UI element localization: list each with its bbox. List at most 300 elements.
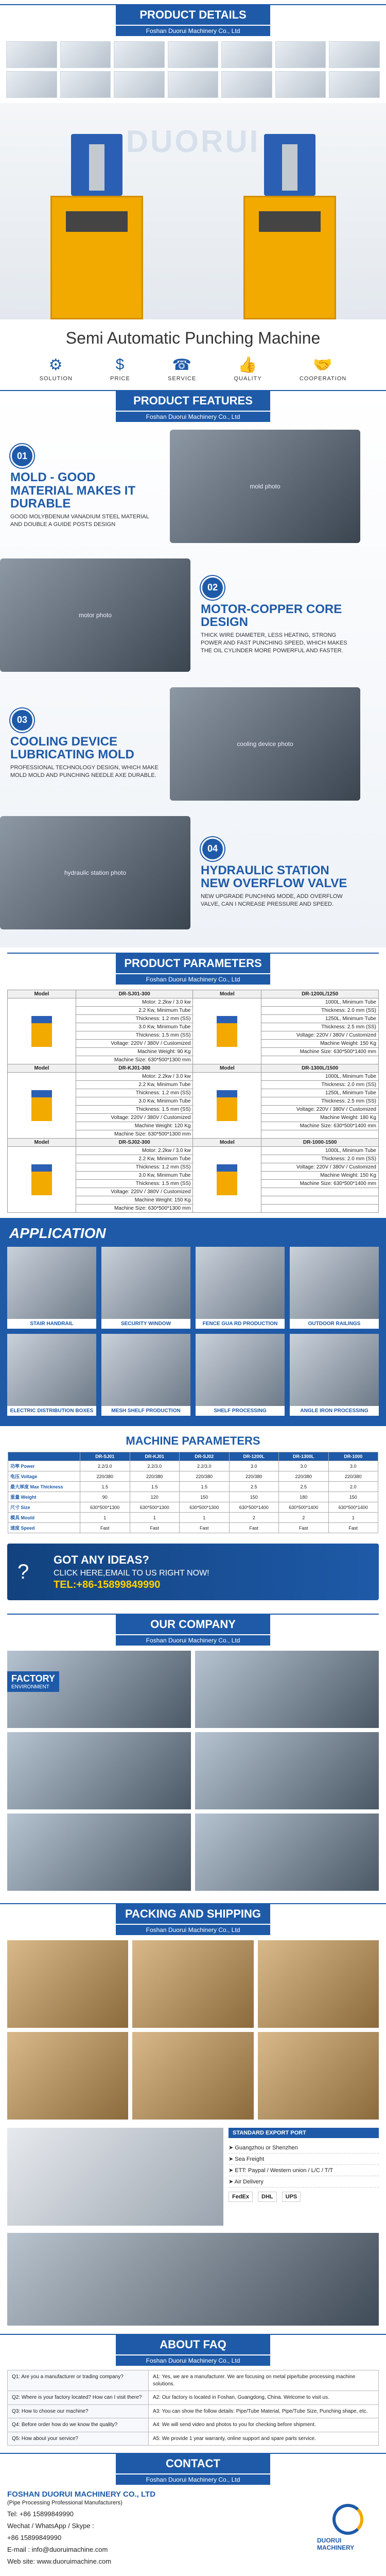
features-section <box>0 390 386 947</box>
mp-cell: 2.5 <box>279 1482 329 1492</box>
feature-row <box>0 422 386 551</box>
param-value <box>261 1056 379 1064</box>
param-value: Machine Size: 630*500*1300 mm <box>76 1130 193 1139</box>
handshake-icon: 🤝 <box>313 357 333 374</box>
param-row <box>8 1073 379 1081</box>
product-details-section <box>0 0 386 390</box>
thumbnail-grid <box>0 36 386 103</box>
param-value <box>261 1130 379 1139</box>
value-item <box>234 356 261 382</box>
machine-mini-icon <box>217 1016 237 1047</box>
application-photo <box>290 1334 379 1406</box>
param-value: Motor: 2.2kw / 3.0 kw <box>76 1073 193 1081</box>
feature-row <box>0 680 386 808</box>
mp-cell: 2 <box>229 1513 279 1523</box>
machine-thumbnail <box>193 1073 261 1139</box>
mp-row-label: 电压 Voltage <box>8 1471 80 1482</box>
param-value: Thickness: 1.5 mm (SS) <box>76 1031 193 1040</box>
carrier-logo: UPS <box>282 2192 301 2202</box>
param-value: Thickness: 1.2 mm (SS) <box>76 1015 193 1023</box>
banner-headline: GOT ANY IDEAS? <box>54 1553 149 1566</box>
model-label: Model <box>193 990 261 998</box>
param-value: Voltage: 220V / 380V / Customized <box>261 1031 379 1040</box>
model-name: DR-1000-1500 <box>261 1139 379 1147</box>
mp-row <box>8 1513 378 1523</box>
model-label: Model <box>193 1064 261 1073</box>
param-value: Thickness: 1.2 mm (SS) <box>76 1089 193 1097</box>
application-label: FENCE GUA RD PRODUCTION <box>196 1319 285 1329</box>
param-value: Motor: 2.2kw / 3.0 kw <box>76 998 193 1007</box>
contact-email[interactable]: E-mail : info@duoruimachine.com <box>7 2546 108 2553</box>
contact-section <box>0 2453 386 2565</box>
machine-right <box>233 134 346 319</box>
model-name: DR-SJ01-300 <box>76 990 193 998</box>
model-name: DR-KJ01-300 <box>76 1064 193 1073</box>
logo-name: DUORUI MACHINERY <box>317 2537 355 2551</box>
application-section <box>0 1218 386 1426</box>
contact-tel[interactable]: Tel: +86 15899849990 <box>7 2510 74 2518</box>
contact-title: CONTACT <box>116 2454 270 2473</box>
application-label: ANGLE IRON PROCESSING <box>290 1406 379 1416</box>
machine-mini-icon <box>31 1090 52 1121</box>
faq-table <box>7 2370 379 2446</box>
mp-cell: 220/380 <box>80 1471 130 1482</box>
mp-header-cell: DR-SJ01 <box>80 1452 130 1461</box>
faq-row <box>8 2418 379 2432</box>
application-label: MESH SHELF PRODUCTION <box>101 1406 190 1416</box>
param-header-row <box>8 1139 379 1147</box>
param-value: Machine Size: 630*500*1300 mm <box>76 1205 193 1213</box>
product-details-subtitle: Foshan Duorui Machinery Co., Ltd <box>116 26 270 36</box>
feature-photo: hydraulic station photo <box>0 816 190 929</box>
param-value: 1250L, Minimum Tube <box>261 1015 379 1023</box>
value-label: SOLUTION <box>39 376 73 382</box>
param-value: 3.0 Kw, Minimum Tube <box>76 1023 193 1031</box>
packing-photo <box>258 1940 379 2028</box>
param-value: Machine Weight: 120 Kg <box>76 1122 193 1130</box>
shipping-step: ➤ Sea Freight <box>229 2154 379 2165</box>
hero-title: Semi Automatic Punching Machine <box>65 329 321 347</box>
application-item <box>196 1334 285 1416</box>
mp-cell: 3.0 <box>328 1461 378 1471</box>
feature-description: THICK WIRE DIAMETER, LESS HEATING, STRONG POWER AND FAST PUNCHING SPEED, WHICH MAKES THE OIL CYLINDER MORE POWERFUL AND FASTER. <box>201 632 347 654</box>
product-details-title: PRODUCT DETAILS <box>116 5 270 25</box>
param-row <box>8 998 379 1007</box>
mp-cell: Fast <box>279 1523 329 1533</box>
packing-title: PACKING AND SHIPPING <box>116 1904 270 1924</box>
application-item <box>7 1247 96 1329</box>
mp-cell: 2.5 <box>229 1482 279 1492</box>
mp-row <box>8 1492 378 1502</box>
truck-photo <box>7 2128 223 2226</box>
feature-description: PROFESSIONAL TECHNOLOGY DESIGN, WHICH MAKE MOLD MOLD AND PUNCHING NEEDLE AXE DURABLE. <box>10 765 159 779</box>
application-label: STAIR HANDRAIL <box>7 1319 96 1329</box>
value-item <box>300 356 346 382</box>
value-label: COOPERATION <box>299 376 347 382</box>
factory-photo <box>195 1651 379 1728</box>
feature-heading: COOLING DEVICE LUBRICATING MOLD <box>10 734 134 762</box>
service-icon: ☎ <box>172 357 192 374</box>
mp-header-cell: DR-1300L <box>279 1452 329 1461</box>
mp-row-label: 重量 Weight <box>8 1492 80 1502</box>
packing-photo <box>258 2032 379 2120</box>
param-value: Machine Size: 630*500*1400 mm <box>261 1048 379 1056</box>
banner-email-link[interactable]: CLICK HERE,EMAIL TO US RIGHT NOW! <box>54 1568 209 1578</box>
factory-photo <box>195 1732 379 1809</box>
model-name: DR-SJ02-300 <box>76 1139 193 1147</box>
application-item <box>101 1247 190 1329</box>
application-photo <box>290 1247 379 1319</box>
feature-heading: MOTOR-COPPER CORE DESIGN <box>201 602 342 629</box>
feature-text <box>190 576 360 655</box>
mp-row <box>8 1461 378 1471</box>
param-row <box>8 1147 379 1155</box>
mp-cell: 220/380 <box>279 1471 329 1482</box>
feature-row <box>0 808 386 937</box>
mp-cell: 630*500*1400 <box>328 1502 378 1513</box>
machine-thumbnail <box>8 1073 76 1139</box>
product-thumbnail <box>168 41 219 68</box>
mp-cell: 630*500*1400 <box>279 1502 329 1513</box>
param-value: 3.0 Kw, Minimum Tube <box>76 1172 193 1180</box>
value-label: PRICE <box>110 376 130 382</box>
param-value <box>261 1196 379 1205</box>
mp-cell: 2.2/3.0 <box>130 1461 180 1471</box>
packing-section <box>0 1903 386 2326</box>
param-value: Machine Size: 630*500*1400 mm <box>261 1180 379 1188</box>
product-thumbnail <box>60 41 111 68</box>
mp-row-label: 最大厚度 Max Thickness <box>8 1482 80 1492</box>
thumb-icon: 👍 <box>238 357 258 374</box>
mp-header-row <box>8 1452 378 1461</box>
application-item <box>290 1334 379 1416</box>
model-name: DR-1300L/1500 <box>261 1064 379 1073</box>
mp-row <box>8 1502 378 1513</box>
contact-wechat-number[interactable]: +86 15899849990 <box>7 2534 62 2541</box>
faq-answer: A5: We provide 1 year warranty, online support and spare parts service. <box>148 2432 378 2446</box>
packing-photos <box>0 1935 386 2125</box>
model-label: Model <box>193 1139 261 1147</box>
feature-text <box>0 708 170 779</box>
faq-title: ABOUT FAQ <box>116 2335 270 2354</box>
value-label: QUALITY <box>234 376 262 382</box>
param-value: 1000L, Minimum Tube <box>261 1073 379 1081</box>
features-title: PRODUCT FEATURES <box>116 391 270 411</box>
company-section <box>0 1611 386 1894</box>
mp-cell: 220/380 <box>229 1471 279 1482</box>
machine-left <box>40 134 153 319</box>
parameters-section <box>0 947 386 1218</box>
shipping-step: ➤ Air Delivery <box>229 2176 379 2188</box>
company-tagline: (Pipe Processing Professional Manufacturers) <box>7 2500 122 2506</box>
param-value: Machine Weight: 150 Kg <box>261 1040 379 1048</box>
application-photo <box>196 1334 285 1406</box>
mp-cell: 2.0 <box>328 1482 378 1492</box>
param-value: 1000L, Minimum Tube <box>261 1147 379 1155</box>
param-value <box>261 1188 379 1196</box>
mp-cell: 3.0 <box>229 1461 279 1471</box>
banner-phone: TEL:+86-15899849990 <box>54 1579 161 1590</box>
product-thumbnail <box>221 71 272 98</box>
features-list <box>0 422 386 937</box>
contact-wechat-label: Wechat / WhatsApp / Skype : <box>7 2522 94 2530</box>
product-thumbnail <box>329 41 380 68</box>
company-title: OUR COMPANY <box>116 1615 270 1634</box>
param-value: Machine Size: 630*500*1300 mm <box>76 1056 193 1064</box>
application-item <box>290 1247 379 1329</box>
value-item <box>168 356 196 382</box>
param-value: Thickness: 1.5 mm (SS) <box>76 1106 193 1114</box>
mp-cell: 1 <box>80 1513 130 1523</box>
model-label: Model <box>8 1064 76 1073</box>
application-item <box>7 1334 96 1416</box>
param-value: Thickness: 2.0 mm (SS) <box>261 1081 379 1089</box>
parameters-subtitle: Foshan Duorui Machinery Co., Ltd <box>116 974 270 985</box>
feature-heading: HYDRAULIC STATION NEW OVERFLOW VALVE <box>201 863 347 891</box>
mp-row-label: 模具 Mould <box>8 1513 80 1523</box>
application-item <box>196 1247 285 1329</box>
faq-subtitle: Foshan Duorui Machinery Co., Ltd <box>116 2355 270 2366</box>
mp-cell: 120 <box>130 1492 180 1502</box>
mp-cell: Fast <box>130 1523 180 1533</box>
product-thumbnail <box>114 41 165 68</box>
mp-cell: Fast <box>80 1523 130 1533</box>
machine-thumbnail <box>193 1147 261 1213</box>
mp-cell: 2.2/3.0 <box>180 1461 230 1471</box>
param-value: 2.2 Kw, Minimum Tube <box>76 1155 193 1163</box>
application-photo <box>196 1247 285 1319</box>
mp-header-cell: DR-1200L <box>229 1452 279 1461</box>
machine-mini-icon <box>31 1164 52 1195</box>
mp-cell: 150 <box>328 1492 378 1502</box>
value-icons <box>0 353 386 390</box>
feature-row <box>0 551 386 680</box>
param-value: Thickness: 2.0 mm (SS) <box>261 1007 379 1015</box>
feature-number: 02 <box>201 576 224 600</box>
mp-row-label: 速度 Speed <box>8 1523 80 1533</box>
feature-photo: motor photo <box>0 558 190 672</box>
parameters-table <box>7 990 379 1213</box>
mp-cell: 1 <box>328 1513 378 1523</box>
packing-photo <box>7 1940 128 2028</box>
faq-question: Q2: Where is your factory located? How can I visit there? <box>8 2391 149 2405</box>
feature-description: NEW UPGRADE PUNCHING MODE, ADD OVERFLOW VALVE, CAN I NCREASE PRESSURE AND SPEED. <box>201 893 343 908</box>
product-thumbnail <box>60 71 111 98</box>
param-value: Voltage: 220V / 380V / Customized <box>261 1106 379 1114</box>
mp-cell: 150 <box>229 1492 279 1502</box>
mp-cell: 220/380 <box>130 1471 180 1482</box>
application-photo <box>101 1247 190 1319</box>
mp-row <box>8 1482 378 1492</box>
model-label: Model <box>8 990 76 998</box>
param-value: Thickness: 1.5 mm (SS) <box>76 1180 193 1188</box>
model-label: Model <box>8 1139 76 1147</box>
value-item <box>110 356 130 382</box>
mp-cell: Fast <box>180 1523 230 1533</box>
application-photo <box>101 1334 190 1406</box>
machine-thumbnail <box>8 998 76 1064</box>
mp-header-cell: DR-1000 <box>328 1452 378 1461</box>
carrier-logos <box>229 2192 379 2202</box>
company-subtitle: Foshan Duorui Machinery Co., Ltd <box>116 1635 270 1646</box>
mp-cell: 630*500*1300 <box>180 1502 230 1513</box>
param-value: 2.2 Kw, Minimum Tube <box>76 1007 193 1015</box>
shipping-info <box>0 2125 386 2229</box>
mp-cell: 150 <box>180 1492 230 1502</box>
application-label: ELECTRIC DISTRIBUTION BOXES <box>7 1406 96 1416</box>
faq-answer: A1: Yes, we are a manufacturer. We are focusing on metal pipe/tube processing machine solutions. <box>148 2370 378 2391</box>
carrier-logo: FedEx <box>229 2192 253 2202</box>
logo-mark-icon <box>332 2504 363 2535</box>
mp-cell: 630*500*1300 <box>80 1502 130 1513</box>
param-value: Thickness: 2.0 mm (SS) <box>261 1155 379 1163</box>
faq-question: Q1: Are you a manufacturer or trading company? <box>8 2370 149 2391</box>
param-value: Machine Weight: 90 Kg <box>76 1048 193 1056</box>
param-header-row <box>8 1064 379 1073</box>
machine-parameters-title: MACHINE PARAMETERS <box>126 1434 260 1447</box>
product-thumbnail <box>275 41 326 68</box>
product-thumbnail <box>275 71 326 98</box>
product-thumbnail <box>221 41 272 68</box>
mp-header-cell: DR-SJ02 <box>180 1452 230 1461</box>
factory-photo <box>7 1814 191 1891</box>
application-label: SECURITY WINDOW <box>101 1319 190 1329</box>
mp-row <box>8 1523 378 1533</box>
value-label: SERVICE <box>168 376 197 382</box>
mp-cell: 1.5 <box>80 1482 130 1492</box>
product-thumbnail <box>168 71 219 98</box>
param-value: Voltage: 220V / 380V / Customized <box>261 1163 379 1172</box>
feature-photo: mold photo <box>170 430 360 543</box>
mp-cell: 1 <box>180 1513 230 1523</box>
company-photos <box>7 1651 379 1891</box>
application-photo <box>7 1247 96 1319</box>
faq-answer: A3: You can show the follow details: Pipe/Tube Material, Pipe/Tube Size, Punching shape, etc. <box>148 2404 378 2418</box>
machine-parameters-table <box>8 1452 378 1533</box>
mp-row-label: 功率 Power <box>8 1461 80 1471</box>
packing-photo <box>132 1940 253 2028</box>
parameters-title: PRODUCT PARAMETERS <box>116 954 270 973</box>
container-photo <box>7 2233 379 2326</box>
contact-website[interactable]: Web site: www.duoruimachine.com <box>7 2557 112 2565</box>
product-thumbnail <box>6 41 57 68</box>
mp-cell: 220/380 <box>328 1471 378 1482</box>
watermark: DUORUI <box>126 124 260 159</box>
param-value: 2.2 Kw, Minimum Tube <box>76 1081 193 1089</box>
param-value: Motor: 2.2kw / 3.0 kw <box>76 1147 193 1155</box>
machine-mini-icon <box>217 1090 237 1121</box>
mp-cell: 2 <box>279 1513 329 1523</box>
faq-answer: A4: We will send video and photos to you for checking before shipment. <box>148 2418 378 2432</box>
factory-photo <box>7 1732 191 1809</box>
feature-photo: cooling device photo <box>170 687 360 801</box>
mp-cell: 630*500*1300 <box>130 1502 180 1513</box>
faq-row <box>8 2404 379 2418</box>
faq-answer: A2: Our factory is located in Foshan, Guangdong, China. Welcome to visit us. <box>148 2391 378 2405</box>
application-title: APPLICATION <box>9 1225 106 1241</box>
feature-number: 04 <box>201 837 224 861</box>
shipping-step: ➤ Guangzhou or Shenzhen <box>229 2142 379 2154</box>
company-name: FOSHAN DUORUI MACHINERY CO., LTD <box>7 2490 156 2499</box>
mp-header-cell <box>8 1452 80 1461</box>
param-value: 1000L, Minimum Tube <box>261 998 379 1007</box>
param-value: 1250L, Minimum Tube <box>261 1089 379 1097</box>
faq-question: Q4: Before order how do we know the quality? <box>8 2418 149 2432</box>
mp-cell: 180 <box>279 1492 329 1502</box>
factory-tag: FACTORY <box>11 1673 56 1684</box>
model-name: DR-1200L/1250 <box>261 990 379 998</box>
param-value: Voltage: 220V / 380V / Customized <box>76 1114 193 1122</box>
mp-cell: 1.5 <box>180 1482 230 1492</box>
feature-description: GOOD MOLYBDENUM VANADIUM STEEL MATERIAL AND DOUBLE A GUIDE POSTS DESIGN <box>10 513 149 528</box>
contact-subtitle: Foshan Duorui Machinery Co., Ltd <box>116 2475 270 2485</box>
faq-row <box>8 2370 379 2391</box>
feature-text <box>190 837 360 908</box>
machine-thumbnail <box>193 998 261 1064</box>
packing-subtitle: Foshan Duorui Machinery Co., Ltd <box>116 1925 270 1935</box>
contact-banner[interactable] <box>7 1544 379 1600</box>
param-value: Voltage: 220V / 380V / Customized <box>76 1040 193 1048</box>
param-value: 3.0 Kw, Minimum Tube <box>76 1097 193 1106</box>
factory-photo <box>7 1651 191 1728</box>
param-value: Voltage: 220V / 380V / Customized <box>76 1188 193 1196</box>
mp-cell: Fast <box>229 1523 279 1533</box>
feature-number: 03 <box>10 708 34 732</box>
application-label: SHELF PROCESSING <box>196 1406 285 1416</box>
mp-cell: 1.5 <box>130 1482 180 1492</box>
application-grid <box>0 1247 386 1416</box>
param-value: Machine Weight: 150 Kg <box>76 1196 193 1205</box>
machines-hero-photo <box>0 103 386 319</box>
packing-photo <box>132 2032 253 2120</box>
packing-photo <box>7 2032 128 2120</box>
product-thumbnail <box>6 71 57 98</box>
mp-cell: 630*500*1400 <box>229 1502 279 1513</box>
faq-question: Q3: How to choose our machine? <box>8 2404 149 2418</box>
faq-row <box>8 2432 379 2446</box>
carrier-logo: DHL <box>258 2192 277 2202</box>
application-item <box>101 1334 190 1416</box>
shipping-steps <box>229 2142 379 2188</box>
mp-cell: 1 <box>130 1513 180 1523</box>
mp-cell: 90 <box>80 1492 130 1502</box>
machine-thumbnail <box>8 1147 76 1213</box>
faq-section <box>0 2334 386 2446</box>
mp-header-cell: DR-KJ01 <box>130 1452 180 1461</box>
application-photo <box>7 1334 96 1406</box>
features-subtitle: Foshan Duorui Machinery Co., Ltd <box>116 412 270 422</box>
mp-cell: 3.0 <box>279 1461 329 1471</box>
machine-mini-icon <box>217 1164 237 1195</box>
feature-text <box>0 444 170 528</box>
factory-tag-sub: ENVIRONMENT <box>11 1684 49 1690</box>
question-icon: ? <box>17 1560 29 1583</box>
factory-photo <box>195 1814 379 1891</box>
faq-row <box>8 2391 379 2405</box>
application-label: OUTDOOR RAILINGS <box>290 1319 379 1329</box>
product-thumbnail <box>114 71 165 98</box>
shipping-bar: STANDARD EXPORT PORT <box>229 2128 379 2138</box>
feature-heading: MOLD - GOOD MATERIAL MAKES IT DURABLE <box>10 470 136 511</box>
company-logo <box>317 2499 379 2556</box>
param-value: Machine Weight: 150 Kg <box>261 1172 379 1180</box>
shipping-step: ➤ ETT: Paypal / Western union / L/C / T/T <box>229 2165 379 2176</box>
param-value: Machine Weight: 180 Kg <box>261 1114 379 1122</box>
dollar-icon: $ <box>115 356 125 373</box>
param-value: Thickness: 2.5 mm (SS) <box>261 1023 379 1031</box>
mp-cell: 220/380 <box>180 1471 230 1482</box>
faq-question: Q5: How about your service? <box>8 2432 149 2446</box>
